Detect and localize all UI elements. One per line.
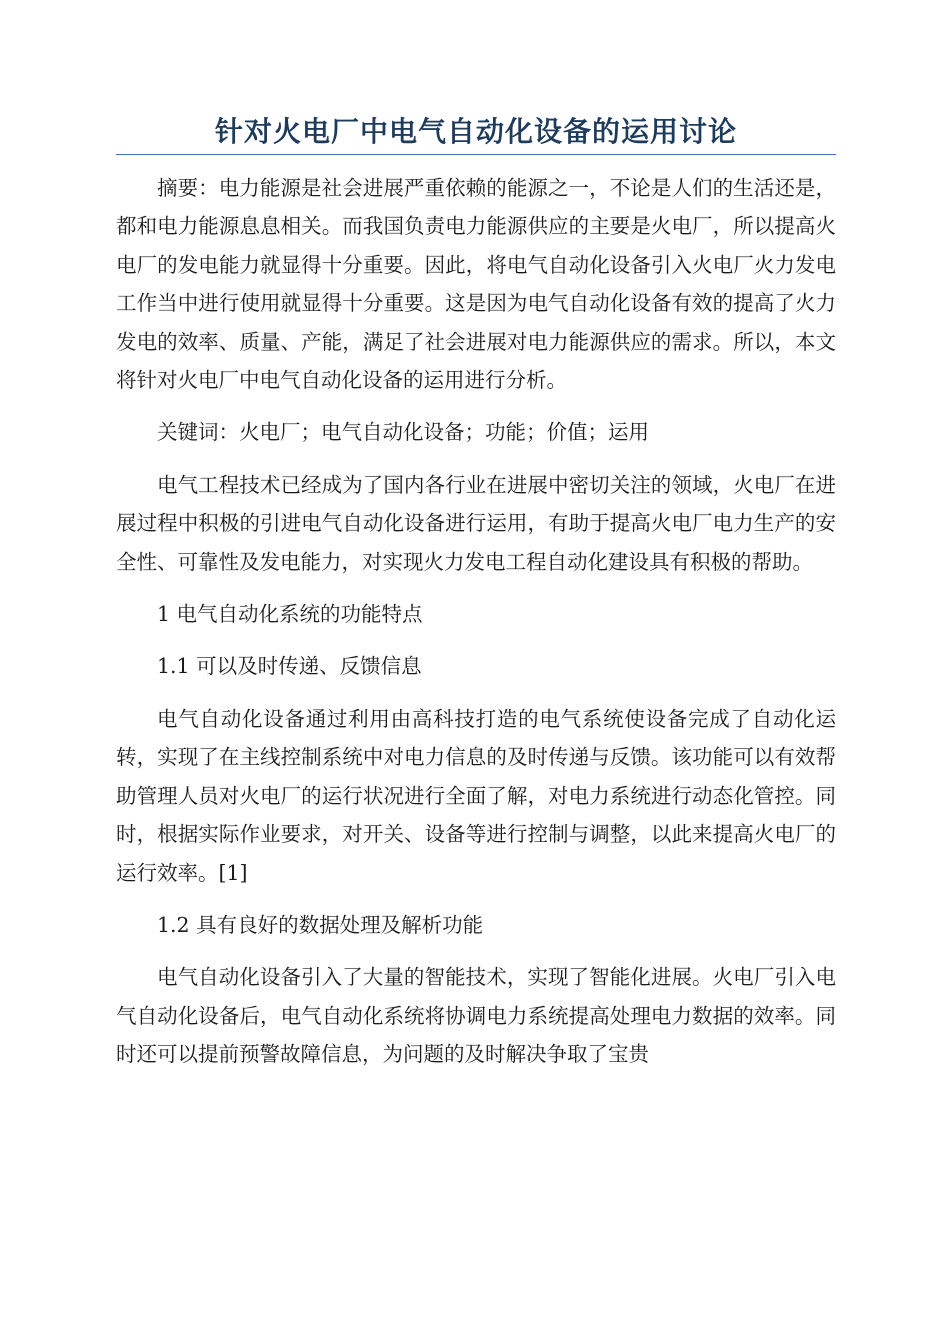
document-title: 针对火电厂中电气自动化设备的运用讨论 <box>214 115 737 148</box>
title-underline <box>116 154 836 155</box>
intro-paragraph: 电气工程技术已经成为了国内各行业在进展中密切关注的领域，火电厂在进展过程中积极的引进电气自动化设备进行运用，有助于提高火电厂电力生产的安全性、可靠性及发电能力，对实现火力发电工程自动化建设具有积极的帮助。 <box>116 472 836 574</box>
section-1-1-heading: 1.1 可以及时传递、反馈信息 <box>157 654 422 679</box>
keywords-paragraph: 关键词：火电厂；电气自动化设备；功能；价值；运用 <box>157 420 649 445</box>
abstract-paragraph: 摘要：电力能源是社会进展严重依赖的能源之一，不论是人们的生活还是，都和电力能源息息相关。而我国负责电力能源供应的主要是火电厂，所以提高火电厂的发电能力就显得十分重要。因此，将电气自动化设备引入火电厂火力发电工作当中进行使用就显得十分重要。这是因为电气自动化设备有效的提高了火力发电的效率、质量、产能，满足了社会进展对电力能源供应的需求。所以，本文将针对火电厂中电气自动化设备的运用进行分析。 <box>116 176 836 393</box>
section-1-2-heading: 1.2 具有良好的数据处理及解析功能 <box>157 912 484 937</box>
document-page <box>116 112 836 1088</box>
section-1-1-paragraph: 电气自动化设备通过利用由高科技打造的电气系统使设备完成了自动化运转，实现了在主线控制系统中对电力信息的及时传递与反馈。该功能可以有效帮助管理人员对火电厂的运行状况进行全面了解，对电力系统进行动态化管控。同时，根据实际作业要求，对开关、设备等进行控制与调整，以此来提高火电厂的运行效率。[1] <box>116 706 836 885</box>
section-1-2-paragraph: 电气自动化设备引入了大量的智能技术，实现了智能化进展。火电厂引入电气自动化设备后，电气自动化系统将协调电力系统提高处理电力数据的效率。同时还可以提前预警故障信息，为问题的及时解决争取了宝贵 <box>116 965 836 1067</box>
section-1-heading: 1 电气自动化系统的功能特点 <box>157 602 423 627</box>
